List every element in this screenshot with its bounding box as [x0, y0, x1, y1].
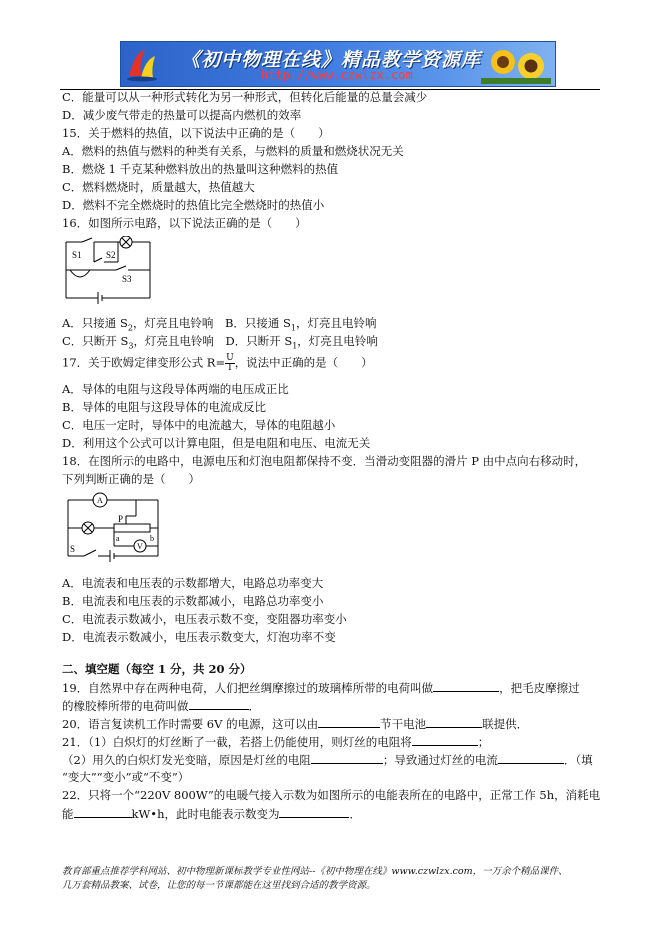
q20-blank-2[interactable] — [426, 716, 482, 728]
q21-blank-1[interactable] — [412, 734, 478, 746]
section-2-heading: 二、填空题（每空 1 分，共 20 分） — [62, 662, 252, 676]
q18-label-a: a — [116, 534, 120, 543]
q21-line3: “变大”“变小”或“不变”） — [62, 770, 190, 784]
q19-line1: 19．自然界中存在两种电荷，人们把丝绸摩擦过的玻璃棒所带的电荷叫做 ，把毛皮摩擦过 — [62, 681, 580, 695]
q16-label-s1: S1 — [72, 250, 82, 260]
q18-option-a: A．电流表和电压表的示数都增大，电路总功率变大 — [62, 576, 324, 590]
header-banner — [120, 41, 556, 87]
q21-line2: （2）用久的白炽灯发光变暗，原因是灯丝的电阻 ；导致通过灯丝的电流 ．（填 — [62, 753, 593, 767]
q16-label-s3: S3 — [122, 274, 132, 284]
q14-option-d: D．减少废气带走的热量可以提高内燃机的效率 — [62, 108, 302, 122]
banner-title: 《初中物理在线》精品教学资源库 — [181, 49, 482, 71]
q18-stem-line1: 18．在图所示的电路中，电源电压和灯泡电阻都保持不变．当滑动变阻器的滑片 P 由中点向右移动时， — [62, 454, 587, 468]
q16-options-ab: A．只接通 $S_2$，灯亮且电铃响 B．只接通 $S_1$，灯亮且电铃响 — [62, 316, 377, 333]
q17-stem: 17．关于欧姆定律变形公式 R= $\frac{U}{I}$ ，说法中正确的是（ ） — [62, 353, 373, 373]
q20-line: 20．语言复读机工作时需要 6V 的电源，这可以由 节干电池 联提供． — [62, 717, 529, 731]
q15-option-a: A．燃料的热值与燃料的种类有关系，与燃料的质量和燃烧状况无关 — [62, 144, 404, 158]
q18-option-c: C．电流表示数减小，电压表示数不变，变阻器功率变小 — [62, 612, 347, 626]
q16-options-cd: C．只断开 $S_3$，灯亮且电铃响 D．只断开 $S_1$，灯亮且电铃响 — [62, 334, 378, 351]
q15-option-c: C．燃料燃烧时，质量越大，热值越大 — [62, 180, 255, 194]
q18-stem-line2: 下列判断正确的是（ ） — [62, 472, 200, 486]
q20-blank-1[interactable] — [318, 716, 380, 728]
q18-label-b: b — [150, 534, 154, 543]
q18-label-p: P — [118, 514, 124, 524]
q17-fraction: $\frac{U}{I}$ — [226, 353, 234, 373]
q18-option-b: B．电流表和电压表的示数都减小，电路总功率变小 — [62, 594, 324, 608]
q19-blank-1[interactable] — [433, 680, 499, 692]
q15-option-b: B．燃烧 1 千克某种燃料放出的热量叫这种燃料的热值 — [62, 162, 339, 176]
q16-stem: 16．如图所示电路，以下说法正确的是（ ） — [62, 216, 307, 230]
q22-line1: 22．只将一个“220V 800W”的电暖气接入示数为如图所示的电能表所在的电路中，正常工作 5h，消耗电 — [62, 788, 601, 802]
footer-line1: 教育部重点推荐学科网站、初中物理新课标教学专业性网站--《初中物理在线》www.czwlzx.com，一万余个精品课件、 — [62, 866, 568, 877]
q17-option-c: C．电压一定时，导体中的电流越大，导体的电阻越小 — [62, 418, 336, 432]
q18-label-ammeter: A — [97, 496, 103, 505]
sunflower-image-icon — [481, 44, 551, 84]
q17-option-a: A．导体的电阻与这段导体两端的电压成正比 — [62, 382, 289, 396]
q21-line1: 21．（1）白炽灯的灯丝断了一截，若搭上仍能使用，则灯丝的电阻将 ； — [62, 735, 490, 749]
q19-line2: 的橡胶棒所带的电荷叫做 ． — [62, 699, 260, 713]
q21-blank-2[interactable] — [311, 752, 383, 764]
q17-option-d: D．利用这个公式可以计算电阻，但是电阻和电压、电流无关 — [62, 436, 371, 450]
q16-label-s2: S2 — [106, 250, 116, 260]
q18-label-s: S — [70, 544, 76, 554]
q19-blank-2[interactable] — [189, 698, 249, 710]
q14-option-c: C．能量可以从一种形式转化为另一种形式，但转化后能量的总量会减少 — [62, 90, 428, 104]
q18-label-voltmeter: V — [137, 542, 143, 551]
q22-line2: 能 kW•h，此时电能表示数变为 ． — [62, 807, 361, 821]
q18-option-d: D．电流表示数减小，电压表示数变大，灯泡功率不变 — [62, 630, 336, 644]
site-logo-icon — [125, 46, 159, 82]
q18-circuit-diagram — [62, 490, 166, 566]
q15-stem: 15．关于燃料的热值，以下说法中正确的是（ ） — [62, 126, 330, 140]
q17-option-b: B．导体的电阻与这段导体的电流成反比 — [62, 400, 266, 414]
q21-blank-3[interactable] — [498, 752, 564, 764]
q16-circuit-diagram — [62, 236, 154, 306]
footer-line2: 几万套精品教案、试卷，让您的每一节课都能在这里找到合适的教学资源。 — [62, 880, 376, 891]
q22-blank-2[interactable] — [279, 806, 349, 818]
q15-option-d: D．燃料不完全燃烧时的热值比完全燃烧时的热值小 — [62, 198, 325, 212]
banner-url[interactable]: http://www.czwlzx.com — [261, 68, 413, 82]
q22-blank-1[interactable] — [74, 806, 132, 818]
